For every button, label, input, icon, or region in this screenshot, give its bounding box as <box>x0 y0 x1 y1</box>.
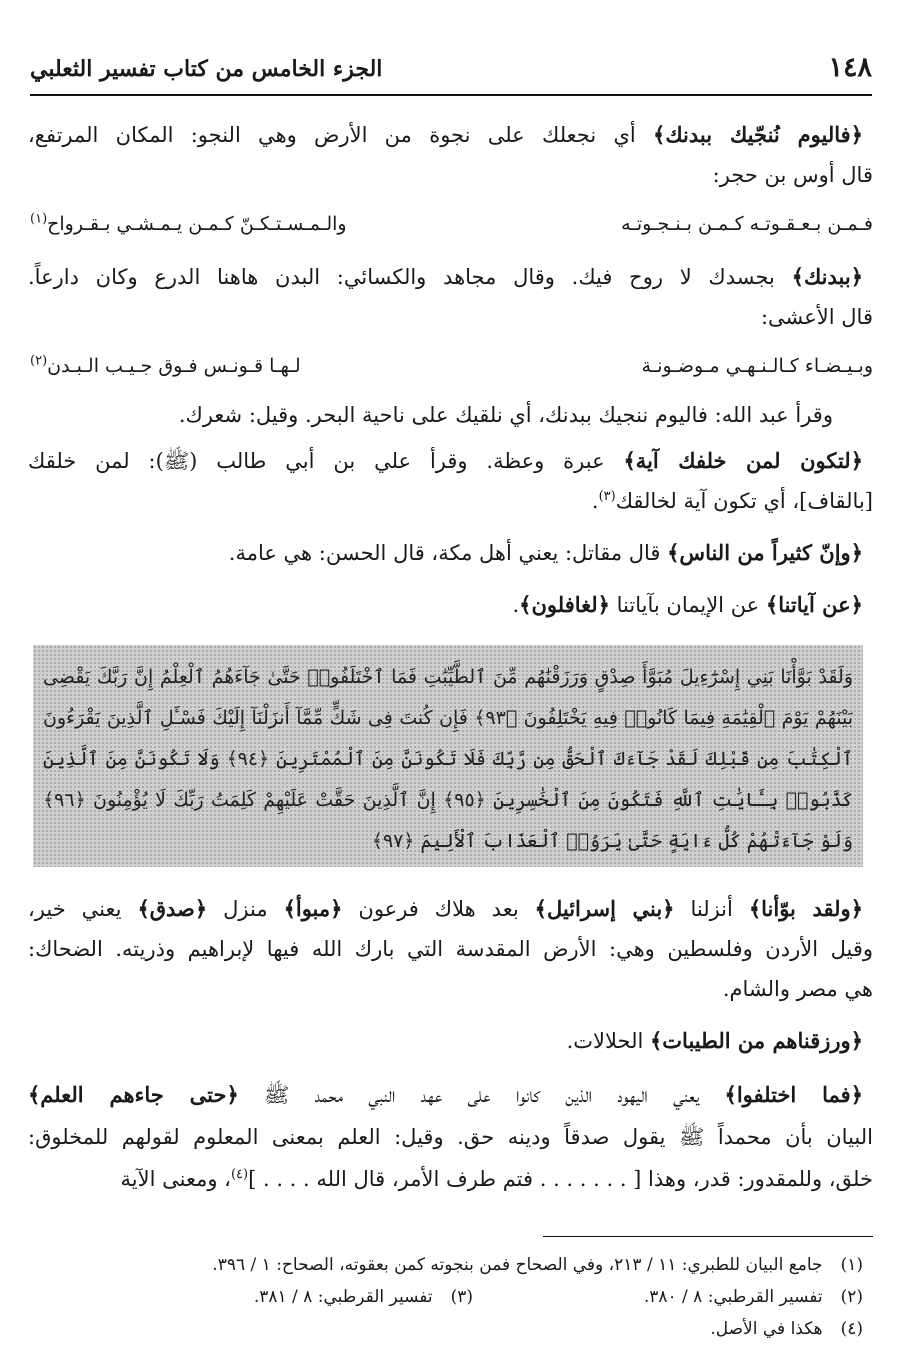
quran-quote: ﴿عن آياتنا﴾ <box>765 592 863 617</box>
footnote <box>710 1314 863 1344</box>
quran-line: ٱلْكِتَٰبَ مِن قَبْلِكَ لَقَدْ جَآءَكَ ٱلْحَقُّ مِن رَّبِّكَ فَلَا تَكُونَنَّ مِنَ ٱلْمُمْتَرِينَ ﴿٩٤﴾ وَلَا تَكُونَنَّ مِنَ ٱلَّذِينَ <box>43 748 853 770</box>
footnote-number: (١) <box>840 1255 863 1275</box>
footnote-text: جامع البيان للطبري: ١١ / ٢١٣، وفي الصحاح فمن بنجوته كمن بعقوته، الصحاح: ١ / ٣٩٦. <box>212 1255 823 1275</box>
footnote <box>254 1282 473 1312</box>
quran-line: وَلَقَدْ بَوَّأْنَا بَنِي إِسْرَٰٓءِيلَ مُبَوَّأَ صِدْقٍ وَرَزَقْنَٰهُم مِّنَ ٱلطَّيِّبَٰتِ فَمَا ٱخْتَلَفُوا۟ حَتَّىٰ جَآءَهُمُ ٱلْعِلْمُ إِنَّ رَبَّكَ يَقْضِى <box>43 666 853 688</box>
commentary-text: بجسدك لا روح فيك. وقال مجاهد والكسائي: البدن هاهنا الدرع وكان دارعاً. <box>28 265 792 289</box>
commentary-text: خلق، وللمقدور: قدر، وهذا [ . . . . . . . فتم طرف الأمر، قال الله . . . . ] <box>248 1167 873 1191</box>
footnote-text: تفسير القرطبي: ٨ / ٣٨٠. <box>643 1287 823 1307</box>
footnote-number: (٤) <box>840 1319 863 1339</box>
quran-quote: ﴿صدق﴾ <box>137 896 208 921</box>
page-number: ١٤٨ <box>828 52 872 83</box>
footnote-ref: (٣) <box>598 489 616 504</box>
paragraph-line: وقيل الأردن وفلسطين وهي: الأرض المقدسة التي بارك الله فيها لإبراهيم وذريته. الضحاك: <box>28 937 873 961</box>
paragraph-line <box>28 532 863 574</box>
footnote-text: تفسير القرطبي: ٨ / ٣٨١. <box>253 1287 433 1307</box>
verse-first-hemistich <box>621 204 873 244</box>
commentary-text: يعني خير، <box>28 897 138 921</box>
footnote-ref: (٤) <box>230 1167 249 1182</box>
commentary-text: قال مقاتل: يعني أهل مكة، قال الحسن: هي عامة. <box>228 541 668 565</box>
quran-line: وَلَوْ جَآءَتْهُمْ كُلُّ ءَايَةٍ حَتَّىٰ يَرَوُا۟ ٱلْعَذَابَ ٱلْأَلِيمَ ﴿٩٧﴾ <box>371 830 853 852</box>
punctuation: . <box>591 489 599 513</box>
commentary-text: عبرة وعظة. وقرأ علي بن أبي طالب (ﷺ): لمن خلقك <box>28 449 624 473</box>
footnote-ref: (٢) <box>30 353 48 369</box>
quran-passage-box <box>33 645 863 867</box>
quran-quote: ﴿فما اختلفوا﴾ <box>724 1082 863 1107</box>
verse-text: وبـيـضـاء كـالـنـهـي مـوضـونـة <box>641 355 873 377</box>
quran-quote: ﴿ولقد بوّأنا﴾ <box>748 896 863 921</box>
running-title: الجزء الخامس من كتاب تفسير الثعلبي <box>30 56 383 82</box>
paragraph-line: قال أوس بن حجر: <box>712 163 873 187</box>
quran-quote: ﴿بني إسرائيل﴾ <box>534 896 675 921</box>
quran-quote: ﴿ورزقناهم من الطيبات﴾ <box>649 1028 863 1053</box>
paragraph-line <box>28 584 863 626</box>
commentary-text: منزل <box>207 897 284 921</box>
commentary-text: أنزلنا <box>674 897 749 921</box>
quran-quote: ﴿مبوأ﴾ <box>283 896 343 921</box>
commentary-text: ، ومعنى الآية <box>120 1167 231 1191</box>
commentary-text: الحلالات. <box>566 1029 650 1053</box>
commentary-text: يعني اليهود الذين كانوا على عهد النبي محمد ﷺ <box>238 1083 725 1107</box>
footnote-ref: (١) <box>30 211 48 227</box>
footnote-number: (٢) <box>840 1287 863 1307</box>
quran-quote: ﴿فاليوم نُنجّيك ببدنك﴾ <box>653 122 863 147</box>
paragraph-line: هي مصر والشام. <box>722 977 873 1001</box>
paragraph-line <box>28 888 863 930</box>
commentary-text: عن الإيمان بآياتنا <box>609 593 766 617</box>
quran-line: بَيْنَهُمْ يَوْمَ ٱلْقِيَٰمَةِ فِيمَا كَانُوا۟ فِيهِ يَخْتَلِفُونَ ﴿٩٣﴾ فَإِن كُنتَ فِى شَكٍّ مِّمَّآ أَنزَلْنَآ إِلَيْكَ فَسْـَٔلِ ٱلَّذِينَ يَقْرَءُونَ <box>43 707 853 729</box>
paragraph-line: قال الأعشى: <box>760 305 873 329</box>
paragraph-line: البيان بأن محمداً ﷺ يقول صدقاً ودينه حق. وقيل: العلم بمعنى المعلوم لقولهم للمخلوق: <box>28 1125 873 1149</box>
paragraph-line <box>28 440 863 482</box>
paragraph-line: وقرأ عبد الله: فاليوم ننجيك ببدنك، أي نلقيك على ناحية البحر. وقيل: شعرك. <box>178 403 833 427</box>
paragraph-line <box>28 256 863 298</box>
punctuation: . <box>512 593 520 617</box>
page-header <box>30 50 872 96</box>
paragraph-line <box>28 480 873 522</box>
verse-second-hemistich <box>30 204 347 244</box>
verse-text: لـهـا قـونـس فـوق جـيـب الـبـدن <box>47 355 301 377</box>
quran-quote: ﴿وإنّ كثيراً من الناس﴾ <box>667 540 863 565</box>
verse-first-hemistich <box>641 346 873 386</box>
paragraph-line <box>28 114 863 156</box>
commentary-text: أي نجعلك على نجوة من الأرض وهي النجو: المكان المرتفع، <box>28 123 654 147</box>
paragraph-line <box>28 1158 873 1200</box>
paragraph-line <box>28 1020 863 1062</box>
verse-text: فـمـن بـعـقـوتـه كـمـن بـنـجـوتـه <box>621 213 873 235</box>
quran-quote: ﴿لغافلون﴾ <box>519 592 610 617</box>
quran-quote: ﴿ببدنك﴾ <box>791 264 863 289</box>
commentary-text: [بالقاف]، أي تكون آية لخالقك <box>615 489 873 513</box>
quran-line: كَذَّبُوا۟ بِـَٔايَٰتِ ٱللَّهِ فَتَكُونَ مِنَ ٱلْخَٰسِرِينَ ﴿٩٥﴾ إِنَّ ٱلَّذِينَ حَقَّتْ عَلَيْهِمْ كَلِمَتُ رَبِّكَ لَا يُؤْمِنُونَ ﴿٩٦﴾ <box>43 789 853 811</box>
verse-second-hemistich <box>30 346 301 386</box>
quran-quote: ﴿لتكون لمن خلفك آية﴾ <box>623 448 863 473</box>
footnote <box>644 1282 863 1312</box>
quran-quote: ﴿حتى جاءهم العلم﴾ <box>28 1082 239 1107</box>
paragraph-line <box>28 1074 863 1116</box>
commentary-text: بعد هلاك فرعون <box>342 897 535 921</box>
footnote-separator <box>543 1236 873 1237</box>
footnote <box>212 1250 863 1280</box>
verse-text: والـمـسـتـكـنّ كـمـن يـمـشـي بـقـرواح <box>47 213 347 235</box>
footnote-text: هكذا في الأصل. <box>710 1319 823 1339</box>
footnote-number: (٣) <box>450 1287 473 1307</box>
